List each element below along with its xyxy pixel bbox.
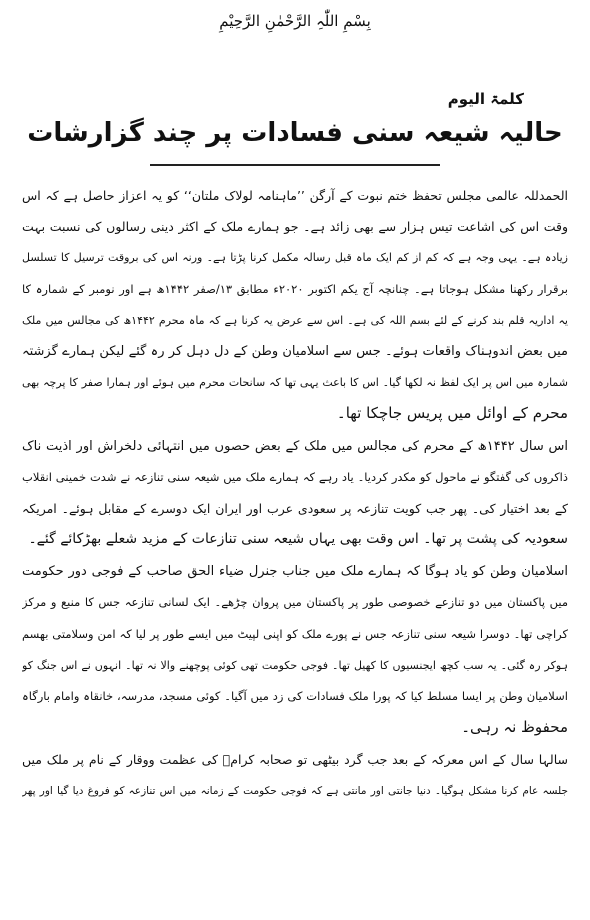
paragraph-2 xyxy=(22,431,568,556)
text-line: اس سال ۱۴۴۲ھ کے محرم کی مجالس میں ملک کے بعض حصوں میں انتہائی دلخراش اور اذیت ناک xyxy=(22,438,568,454)
text-line: ذاکروں کی گفتگو نے ماحول کو مکدر کردیا۔ یاد رہے کہ ہمارے ملک میں شیعہ سنی تنازعہ نے شدت خمینی انقلاب xyxy=(22,469,568,484)
text-line: سالہا سال کے اس معرکہ کے بعد جب گرد بیٹھی تو صحابہ کرامؓ کی عظمت ووقار کے نام پر ملک میں xyxy=(22,752,568,768)
text-line: شمارہ میں اس پر ایک لفظ نہ لکھا گیا۔ اس کا باعث یہی تھا کہ سانحات محرم میں ہوئے اور ہمارا صفر کا پرچہ بھی xyxy=(22,376,568,390)
paragraph-3 xyxy=(22,556,568,743)
text-line: وقت اس کی اشاعت تیس ہزار سے بھی زائد ہے۔ جو ہمارے ملک کے اکثر دینی رسالوں کی نسبت بہت xyxy=(22,219,568,235)
text-line: محفوظ نہ رہی۔ xyxy=(461,718,568,737)
text-line: جلسہ عام کرنا مشکل ہوگیا۔ دنیا جانتی اور مانتی ہے کہ فوجی حکومت کے زمانہ میں اس تنازعہ کو فروغ دیا گیا اور پھر xyxy=(22,784,568,797)
paragraph-1 xyxy=(22,180,568,430)
paragraph-4 xyxy=(22,744,568,806)
article-headline: حالیہ شیعہ سنی فسادات پر چند گزارشات xyxy=(27,118,563,148)
text-line: یہ اداریہ قلم بند کرنے کے لئے بسم اللہ کی ہے۔ اس سے عرض یہ کرنا ہے کہ ماہ محرم ۱۴۴۲ھ کی مجالس میں ملک xyxy=(22,313,568,327)
text-line: ہوکر رہ گئی۔ یہ سب کچھ ایجنسیوں کا کھیل تھا۔ فوجی حکومت تھی کوئی پوچھنے والا نہ تھا۔ انہوں نے اس جنگ کو xyxy=(22,658,568,672)
bismillah-heading: بِسْمِ اللّٰہِ الرَّحْمٰنِ الرَّحِیْمِ xyxy=(219,12,371,30)
text-line: سعودیہ کی پشت پر تھا۔ اس وقت بھی یہاں شیعہ سنی تنازعات کے مزید شعلے بھڑکائے گئے۔ xyxy=(28,531,568,548)
text-line: اسلامیان وطن کو یاد ہوگا کہ ہمارے ملک میں جناب جنرل ضیاء الحق صاحب کے فوجی دور حکومت xyxy=(22,564,568,580)
text-line: الحمدللہ عالمی مجلس تحفظ ختم نبوت کے آرگن ’’ماہنامہ لولاک ملتان‘‘ کو یہ اعزاز حاصل ہے کہ اس xyxy=(22,188,568,203)
text-line: میں پاکستان میں دو تنازعے خصوصی طور پر پاکستان میں پروان چڑھے۔ ایک لسانی تنازعہ جس کا منبع و مرکز xyxy=(22,595,568,610)
section-label: کلمۃ الیوم xyxy=(447,90,524,108)
text-line: محرم کے اوائل میں پریس جاچکا تھا۔ xyxy=(336,404,568,423)
text-line: اسلامیان وطن پر ایسا مسلط کیا کہ پورا ملک فسادات کی زد میں آگیا۔ کوئی مسجد، مدرسہ، خانقاہ وامام بارگاہ xyxy=(22,689,568,703)
text-line: کے بعد اختیار کی۔ پھر جب کویت تنازعہ پر سعودی عرب اور ایران ایک دوسرے کے مقابل ہوئے۔ امریکہ xyxy=(22,500,568,516)
headline-underline xyxy=(150,164,440,166)
article-body xyxy=(22,180,568,807)
text-line: زیادہ ہے۔ یہی وجہ ہے کہ کم از کم ایک ماہ قبل رسالہ مکمل کرنا پڑتا ہے۔ ورنہ اس کی بروقت ترسیل کا تسلسل xyxy=(22,251,568,265)
text-line: برقرار رکھنا مشکل ہوجاتا ہے۔ چنانچہ آج یکم اکتوبر ۲۰۲۰ء مطابق ۱۳/صفر ۱۴۴۲ھ ہے اور نومبر کے شمارہ کا xyxy=(22,281,568,296)
text-line: میں بعض اندوہناک واقعات ہوئے۔ جس سے اسلامیان وطن کے دل دہل کر رہ گئے لیکن ہمارے گزشتہ xyxy=(22,343,568,359)
text-line: کراچی تھا۔ دوسرا شیعہ سنی تنازعہ جس نے پورے ملک کو اپنی لپیٹ میں ایسے طور پر لیا کہ امن وسلامتی بھسم xyxy=(22,626,568,641)
